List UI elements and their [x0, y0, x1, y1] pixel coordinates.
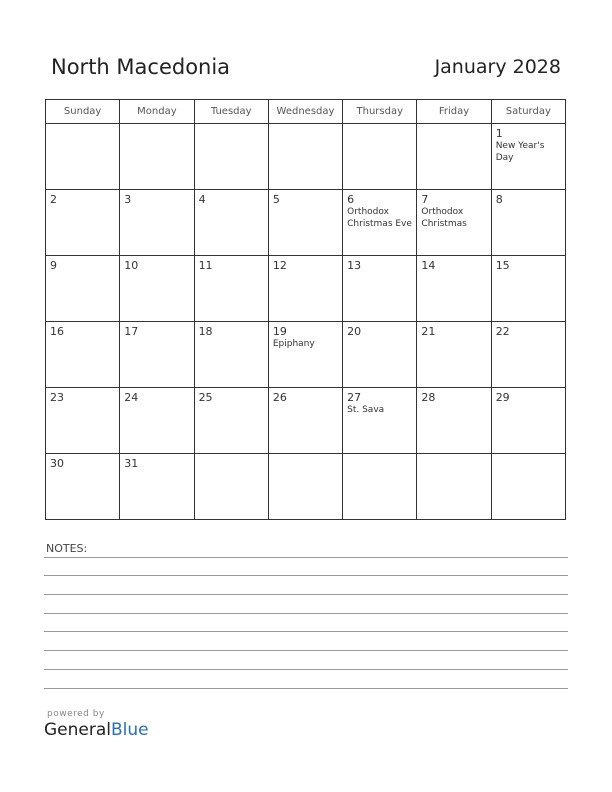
day-cell[interactable]: [120, 190, 194, 256]
day-cell[interactable]: [194, 454, 268, 520]
weekday-saturday: Saturday: [491, 100, 565, 124]
day-cell[interactable]: [194, 322, 268, 388]
day-number: 27: [347, 391, 362, 404]
day-cell[interactable]: [491, 256, 565, 322]
weekday-header-row: [46, 100, 566, 124]
day-number: 24: [124, 391, 139, 404]
day-cell[interactable]: [417, 256, 491, 322]
note-line: [44, 557, 568, 558]
day-cell[interactable]: [343, 256, 417, 322]
day-number: 11: [198, 259, 213, 272]
day-cell[interactable]: [46, 190, 120, 256]
day-number: 30: [50, 457, 64, 470]
day-cell[interactable]: [46, 256, 120, 322]
brand-general: General: [44, 720, 111, 740]
holiday-label: Orthodox Christmas Eve: [347, 207, 412, 229]
day-cell[interactable]: [417, 190, 491, 256]
day-number: 20: [347, 325, 362, 338]
day-number: 6: [347, 193, 355, 206]
holiday-label: Orthodox Christmas: [421, 207, 467, 229]
notes-label: NOTES:: [46, 542, 88, 555]
weekday-tuesday: Tuesday: [194, 100, 268, 124]
week-row: [46, 388, 566, 454]
day-number: 28: [421, 391, 436, 404]
day-number: 17: [124, 325, 139, 338]
day-number: 15: [495, 259, 510, 272]
day-cell[interactable]: [46, 388, 120, 454]
note-line: [44, 688, 568, 689]
day-number: 1: [495, 127, 503, 140]
day-cell[interactable]: [268, 454, 342, 520]
day-cell[interactable]: [194, 256, 268, 322]
week-row: [46, 190, 566, 256]
holiday-label: St. Sava: [347, 405, 385, 415]
day-cell[interactable]: [417, 322, 491, 388]
country-title: North Macedonia: [51, 55, 231, 79]
day-number: 21: [421, 325, 436, 338]
day-number: 12: [272, 259, 287, 272]
day-cell[interactable]: [417, 388, 491, 454]
day-number: 26: [272, 391, 287, 404]
day-number: 4: [198, 193, 206, 206]
powered-by-text: powered by: [47, 709, 105, 719]
day-cell[interactable]: [120, 388, 194, 454]
day-number: 2: [50, 193, 57, 206]
day-number: 14: [421, 259, 436, 272]
day-number: 18: [198, 325, 213, 338]
day-cell[interactable]: [491, 322, 565, 388]
note-line: [44, 631, 568, 632]
day-cell[interactable]: [268, 256, 342, 322]
holiday-label: Epiphany: [272, 339, 315, 349]
day-cell[interactable]: [120, 454, 194, 520]
week-row: [46, 454, 566, 520]
day-cell[interactable]: [343, 190, 417, 256]
note-line: [44, 650, 568, 651]
month-title: January 2028: [434, 56, 561, 78]
note-line: [44, 613, 568, 614]
day-cell[interactable]: [120, 322, 194, 388]
generalblue-logo[interactable]: [44, 720, 149, 740]
day-cell[interactable]: [268, 124, 342, 190]
weekday-friday: Friday: [417, 100, 491, 124]
day-cell[interactable]: [491, 388, 565, 454]
day-cell[interactable]: [268, 190, 342, 256]
day-cell[interactable]: [343, 322, 417, 388]
day-number: 29: [495, 391, 510, 404]
brand-blue: Blue: [111, 720, 149, 740]
note-line: [44, 669, 568, 670]
day-number: 5: [272, 193, 280, 206]
day-cell[interactable]: [268, 322, 342, 388]
day-number: 7: [421, 193, 429, 206]
weekday-monday: Monday: [120, 100, 194, 124]
week-row: [46, 322, 566, 388]
day-cell[interactable]: [343, 454, 417, 520]
day-number: 23: [50, 391, 64, 404]
day-number: 25: [198, 391, 213, 404]
day-cell[interactable]: [417, 124, 491, 190]
day-cell[interactable]: [268, 388, 342, 454]
day-number: 9: [50, 259, 57, 272]
day-number: 22: [495, 325, 510, 338]
day-number: 10: [124, 259, 139, 272]
week-row: [46, 256, 566, 322]
weekday-thursday: Thursday: [343, 100, 417, 124]
day-cell[interactable]: [120, 124, 194, 190]
note-line: [44, 594, 568, 595]
weekday-wednesday: Wednesday: [268, 100, 342, 124]
day-number: 13: [347, 259, 362, 272]
day-number: 16: [50, 325, 64, 338]
day-cell[interactable]: [194, 190, 268, 256]
day-cell[interactable]: [46, 322, 120, 388]
day-cell[interactable]: [343, 388, 417, 454]
day-cell[interactable]: [491, 124, 565, 190]
weekday-sunday: Sunday: [46, 100, 120, 124]
day-cell[interactable]: [491, 190, 565, 256]
calendar-grid: [45, 99, 566, 520]
day-number: 8: [495, 193, 503, 206]
day-cell[interactable]: [343, 124, 417, 190]
day-cell[interactable]: [491, 454, 565, 520]
week-row: [46, 124, 566, 190]
day-cell[interactable]: [194, 124, 268, 190]
day-number: 19: [272, 325, 287, 338]
holiday-label: New Year's Day: [495, 141, 545, 163]
day-number: 31: [124, 457, 139, 470]
day-cell[interactable]: [46, 454, 120, 520]
day-number: 3: [124, 193, 132, 206]
day-cell[interactable]: [417, 454, 491, 520]
day-cell[interactable]: [120, 256, 194, 322]
note-line: [44, 575, 568, 576]
day-cell[interactable]: [194, 388, 268, 454]
day-cell[interactable]: [46, 124, 120, 190]
